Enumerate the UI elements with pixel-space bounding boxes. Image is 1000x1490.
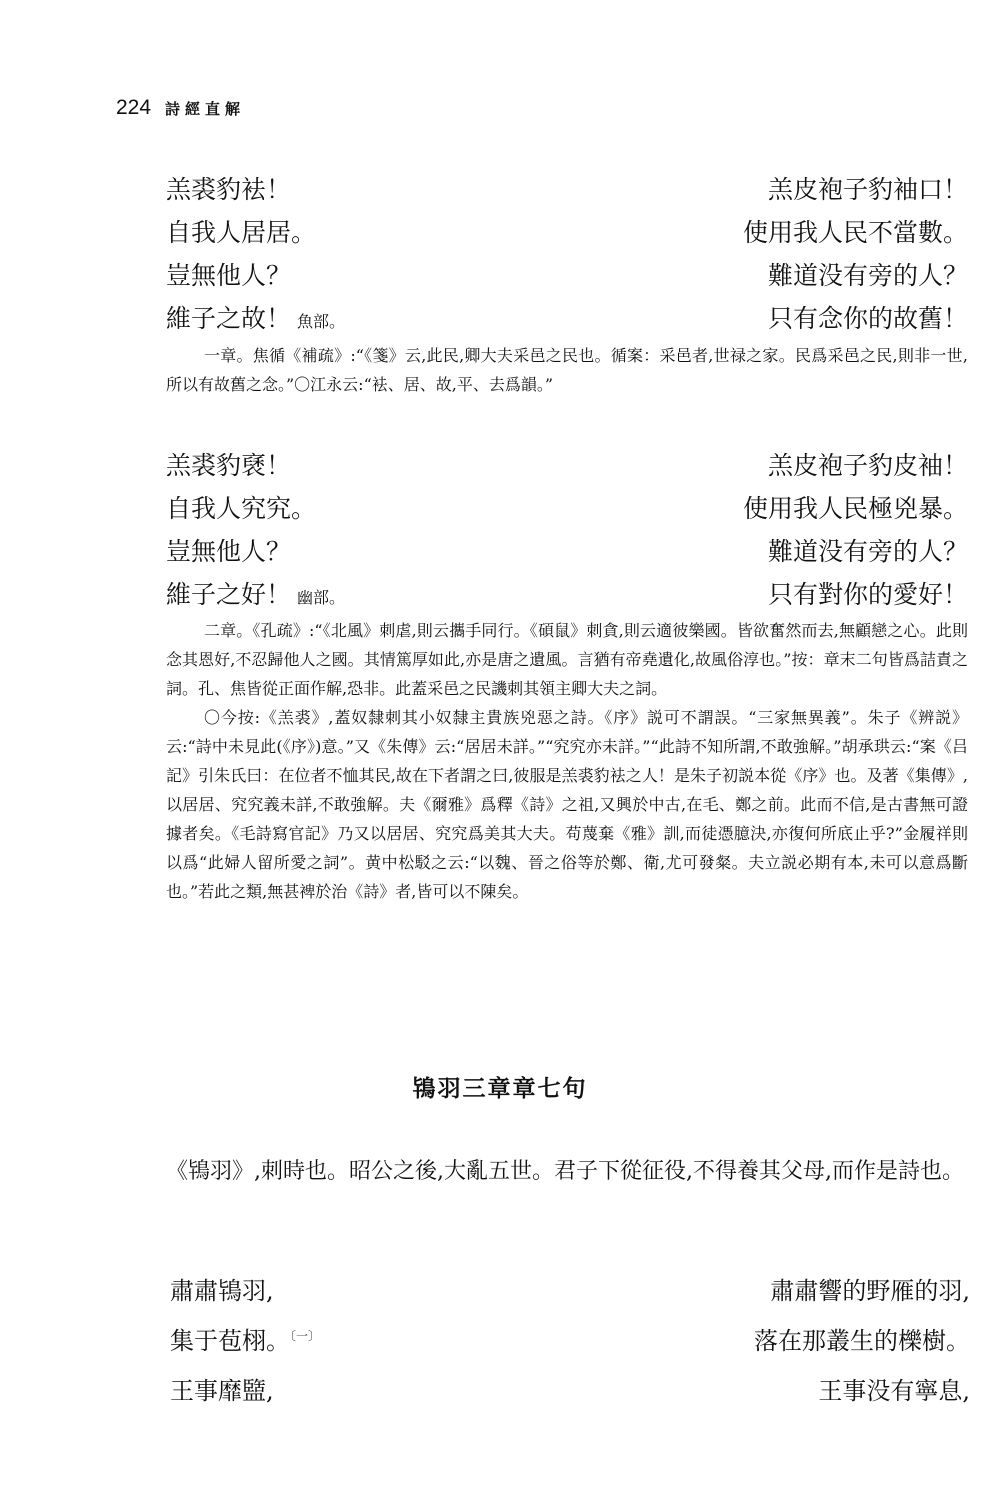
page-header <box>116 96 245 126</box>
poem-line <box>166 168 968 211</box>
poem-original: 羔裘豹袪！ <box>166 175 292 204</box>
poem-line <box>170 1266 970 1316</box>
poem-line <box>166 573 968 616</box>
poem-original: 自我人究究。 <box>166 494 317 523</box>
poem-translation: 難道没有旁的人？ <box>767 261 968 290</box>
commentary-note-1 <box>166 341 968 399</box>
poem-original: 維子之故！ 魚部。 <box>166 304 346 333</box>
poem-preface <box>116 1150 968 1193</box>
poem-line <box>166 444 968 487</box>
poem-original: 集于苞栩。$^{〔一〕}$ <box>170 1327 321 1355</box>
rhyme-tag: 幽部。 <box>297 588 346 607</box>
poem-line <box>166 254 968 297</box>
poem-original: 豈無他人？ <box>166 537 292 566</box>
commentary-note-2 <box>166 616 968 906</box>
poem-translation: 羔皮袍子豹袖口！ <box>767 175 968 204</box>
footnote-ref[interactable]: 〔一〕 <box>290 1329 321 1343</box>
poem-translation: 羔皮袍子豹皮袖！ <box>767 451 968 480</box>
poem-line <box>170 1366 970 1416</box>
poem-translation: 使用我人民不當數。 <box>742 218 968 247</box>
page-number: 224 <box>116 96 152 119</box>
poem-original: 豈無他人？ <box>166 261 292 290</box>
poem-original: 自我人居居。 <box>166 218 317 247</box>
stanza-3 <box>170 1266 970 1416</box>
poem-line <box>166 487 968 530</box>
poem-translation: 難道没有旁的人？ <box>767 537 968 566</box>
poem-translation: 落在那叢生的櫟樹。 <box>754 1327 970 1355</box>
poem-line <box>166 297 968 340</box>
poem-line <box>166 211 968 254</box>
poem-original: 王事靡盬, <box>170 1377 274 1405</box>
note-paragraph: 一章。焦循《補疏》:“《箋》云,此民,卿大夫采邑之民也。循案：采邑者,世禄之家。民爲采邑之民,則非一世,所以有故舊之念。”〇江永云:“袪、居、故,平、去爲韻。” <box>166 346 968 394</box>
poem-translation: 肅肅響的野雁的羽, <box>770 1277 970 1305</box>
poem-translation: 使用我人民極兇暴。 <box>742 494 968 523</box>
poem-translation: 王事没有寧息, <box>818 1377 970 1405</box>
poem-line <box>170 1316 970 1366</box>
section-title: 鴇羽三章章七句 <box>412 1076 588 1102</box>
note-paragraph: 二章。《孔疏》:“《北風》刺虐,則云攜手同行。《碩鼠》刺貪,則云適彼樂國。皆欲奮然而去,無顧戀之心。此則念其恩好,不忍歸他人之國。其情篤厚如此,亦是唐之遺風。言猶有帝堯遺化,故風俗淳也。”按：章末二句皆爲詰責之詞。孔、焦皆從正面作解,恐非。此蓋采邑之民譏刺其領主卿大夫之詞。 <box>166 621 968 698</box>
rhyme-tag: 魚部。 <box>297 312 346 331</box>
book-title: 詩經直解 <box>165 100 246 118</box>
stanza-1 <box>166 168 968 340</box>
preface-paragraph: 《鴇羽》,刺時也。昭公之後,大亂五世。君子下從征役,不得養其父母,而作是詩也。 <box>166 1159 964 1184</box>
poem-translation: 只有念你的故舊！ <box>767 304 968 333</box>
poem-original: 肅肅鴇羽, <box>170 1277 274 1305</box>
stanza-2 <box>166 444 968 616</box>
poem-line <box>166 530 968 573</box>
poem-original: 維子之好！ 幽部。 <box>166 580 346 609</box>
note-paragraph: 〇今按:《羔裘》,蓋奴隸刺其小奴隸主貴族兇惡之詩。《序》説可不謂誤。“三家無異義”。朱子《辨説》云:“詩中未見此(《序》)意。”又《朱傳》云:“居居未詳。”“究究亦未詳。”“此詩不知所謂,不敢強解。”胡承珙云:“案《吕記》引朱氏曰：在位者不恤其民,故在下者謂之曰,彼服是羔裘豹袪之人！是朱子初説本從《序》也。及著《集傳》,以居居、究究義未詳,不敢強解。夫《爾雅》爲釋《詩》之祖,又興於中古,在毛、鄭之前。此而不信,是古書無可證據者矣。《毛詩寫官記》乃又以居居、究究爲美其大夫。苟蔑棄《雅》訓,而徒憑臆決,亦復何所底止乎?”金履祥則以爲“此婦人留所愛之詞”。黄中松駁之云:“以魏、晉之俗等於鄭、衛,尤可發粲。夫立説必期有本,未可以意爲斷也。”若此之類,無甚裨於治《詩》者,皆可以不陳矣。 <box>166 708 968 901</box>
poem-translation: 只有對你的愛好！ <box>767 580 968 609</box>
poem-original: 羔裘豹褎！ <box>166 451 292 480</box>
